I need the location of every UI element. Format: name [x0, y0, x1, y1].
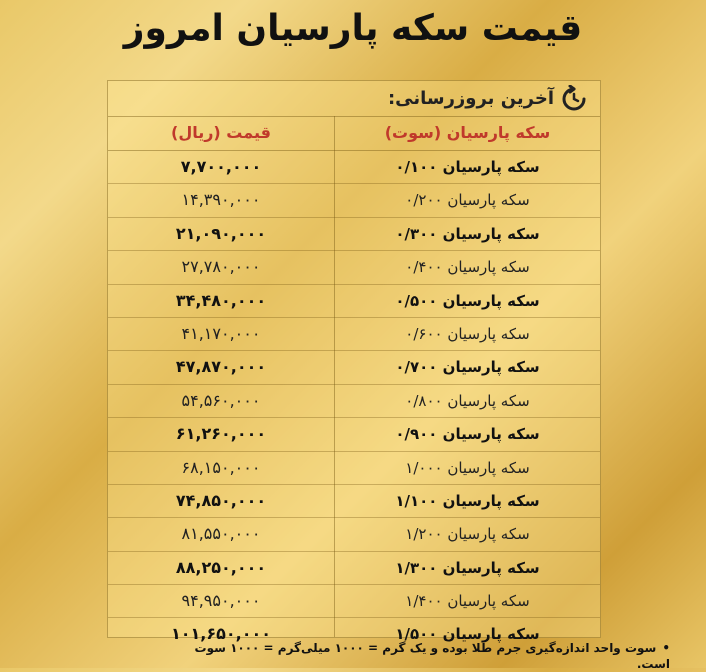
price-cell: ۸۱,۵۵۰,۰۰۰ — [181, 524, 261, 544]
price-cell: ۶۸,۱۵۰,۰۰۰ — [181, 457, 261, 477]
table-row — [108, 318, 600, 351]
table-row — [108, 351, 600, 384]
price-table — [107, 80, 601, 644]
table-row — [108, 552, 600, 585]
table-row — [108, 218, 600, 251]
table-row — [108, 385, 600, 418]
table-row — [108, 518, 600, 551]
header-coin-name: سکه پارسیان (سوت) — [384, 123, 551, 142]
coin-name-cell: سکه پارسیان ۰/۹۰۰ — [395, 425, 540, 444]
header-price: قیمت (ریال) — [171, 123, 271, 142]
table-row — [108, 251, 600, 284]
price-cell: ۴۷,۸۷۰,۰۰۰ — [175, 357, 267, 377]
coin-name-cell: سکه پارسیان ۰/۱۰۰ — [395, 158, 540, 176]
coin-name-cell: سکه پارسیان ۱/۳۰۰ — [395, 558, 540, 577]
table-header — [108, 116, 600, 151]
last-update-label: آخرین بروزرسانی: — [387, 88, 554, 109]
footnote-bullet: • — [662, 641, 670, 655]
price-cell: ۳۴,۴۸۰,۰۰۰ — [175, 290, 267, 310]
table-body — [108, 151, 600, 651]
price-cell: ۶۱,۲۶۰,۰۰۰ — [175, 424, 267, 444]
page-title: قیمت سکه پارسیان امروز — [123, 8, 583, 49]
coin-name-cell: سکه پارسیان ۱/۱۰۰ — [395, 491, 540, 510]
coin-name-cell: سکه پارسیان ۰/۵۰۰ — [395, 291, 540, 310]
price-cell: ۵۴,۵۶۰,۰۰۰ — [181, 390, 261, 410]
table-row — [108, 485, 600, 518]
footnote-text: سوت واحد اندازه‌گیری جرم طلا بوده و یک گرم = ۱۰۰۰ میلی‌گرم = ۱۰۰۰ سوت است. — [194, 641, 670, 671]
table-row — [108, 151, 600, 184]
coin-name-cell: سکه پارسیان ۰/۴۰۰ — [405, 258, 530, 277]
refresh-clock-icon — [560, 85, 588, 113]
coin-name-cell: سکه پارسیان ۱/۴۰۰ — [405, 592, 530, 611]
table-row — [108, 184, 600, 217]
price-cell: ۲۷,۷۸۰,۰۰۰ — [181, 257, 261, 277]
price-cell: ۸۸,۲۵۰,۰۰۰ — [175, 557, 267, 577]
price-cell: ۷,۷۰۰,۰۰۰ — [180, 157, 262, 176]
coin-name-cell: سکه پارسیان ۰/۷۰۰ — [395, 358, 540, 377]
price-cell: ۱۰۱,۶۵۰,۰۰۰ — [170, 624, 272, 644]
table-row — [108, 418, 600, 451]
table-row — [108, 285, 600, 318]
coin-name-cell: سکه پارسیان ۱/۲۰۰ — [405, 525, 530, 544]
price-cell: ۹۴,۹۵۰,۰۰۰ — [181, 591, 261, 611]
coin-name-cell: سکه پارسیان ۰/۲۰۰ — [405, 191, 530, 210]
last-update-row — [108, 81, 600, 117]
table-row — [108, 452, 600, 485]
coin-name-cell: سکه پارسیان ۱/۵۰۰ — [395, 625, 540, 644]
footnote — [190, 640, 670, 672]
price-cell: ۴۱,۱۷۰,۰۰۰ — [181, 323, 261, 343]
coin-name-cell: سکه پارسیان ۰/۶۰۰ — [405, 324, 530, 343]
price-cell: ۲۱,۰۹۰,۰۰۰ — [175, 223, 267, 243]
table-row — [108, 585, 600, 618]
price-cell: ۱۴,۳۹۰,۰۰۰ — [181, 190, 261, 210]
coin-name-cell: سکه پارسیان ۰/۳۰۰ — [395, 224, 540, 243]
price-cell: ۷۴,۸۵۰,۰۰۰ — [175, 490, 267, 510]
coin-name-cell: سکه پارسیان ۰/۸۰۰ — [405, 391, 530, 410]
coin-name-cell: سکه پارسیان ۱/۰۰۰ — [405, 458, 530, 477]
